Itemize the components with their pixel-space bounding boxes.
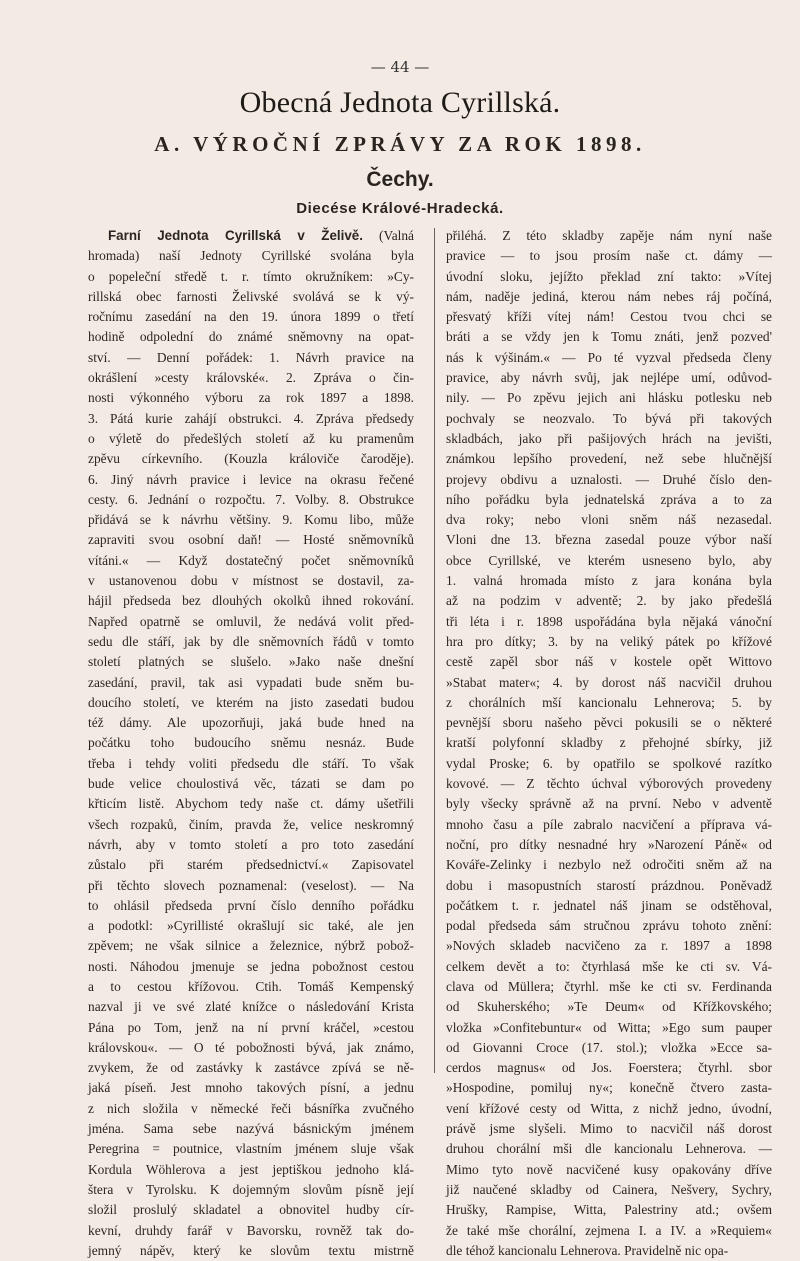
text-line: z nich složila v německé řeči básnířka zvučného [88,1100,414,1116]
text-line: pravice, aby návrh svůj, jak nejlépe umí, odůvod- [446,370,772,386]
text-line: »Nových skladeb nacvičeno za r. 1897 a 1898 [446,938,772,954]
text-line: obce Cyrillské, ve kterém usneseno bylo, aby [446,552,772,568]
text-line: kovové. — Z těchto úchval výborových provedeny [446,776,772,792]
text-line: nily. — Po zpěvu jejich ani hlásku potlesku neb [446,390,772,406]
text-line: tři léta i r. 1898 uspořádána byla nějaká vánoční [446,613,772,629]
text-line: kevní, druhdy farář v Bavorsku, rovněž tak do- [88,1222,414,1238]
text-line: hájil předseda bez dlouhých okolků ihned rokování. [88,593,414,609]
text-line: bráti a se vždy jen k Tomu znáti, jenž pozved' [446,329,772,345]
text-line: zasedání, pravil, tak asi vypadati bude sněm bu- [88,674,414,690]
diocese-heading: Diecése Králové-Hradecká. [296,200,504,217]
text-line: dle téhož kancionalu Lehnerova. Pravidelně nic opa- [446,1242,729,1258]
text-line: Hrušky, Rampise, Witta, Palestriny atd.; ovšem [446,1202,772,1218]
text-line: kratší polyfonní skladby z přehojné sbírky, již [446,735,772,751]
text-line: zpěvem; ne však silnice a železnice, nýbrž pobož- [88,938,414,954]
text-line: o popeleční středě t. r. tímto okružníkem: »Cy- [88,268,414,284]
text-line: všech rozpaků, činím, pravda že, velice neskromný [88,816,414,832]
text-line: dobu i masopustních starostí prázdnou. Poněvadž [446,877,772,893]
text-line: celkem devět a to: čtyrhlasá mše ke cti sv. Vá- [446,958,772,974]
text-line: byly všecky správně až na první. Nebo v adventě [446,796,772,812]
text-line: podal předseda sám stručnou zprávu tohoto znění: [446,918,772,934]
text-line: projevy obdivu a uznalosti. — Druhé číslo den- [446,471,772,487]
left-column [88,226,414,1261]
text-line: úvodní sloku, jejížto překlad zní takto: »Vítej [446,268,772,284]
text-line: od Giovanni Croce (17. stol.); vložka »Ecce sa- [446,1039,772,1055]
text-line: o výletě do předešlých století až ku pramenům [88,430,414,446]
text-line: Peregrina = poutnice, vlastním jménem sluje však [88,1141,414,1157]
text-line: a to cestou křížovou. Ctih. Tomáš Kempenský [88,978,414,994]
text-line: přidává se k návrhu většiny. 9. Komu libo, může [88,512,414,528]
text-line: okrášlení »cesty královské«. 2. Zpráva o čin- [88,370,414,386]
text-line: Kováře-Zelinky i nezbylo než odročiti sněm až na [446,857,772,873]
text-line: právě jsme slyšeli. Mimo to nacvičil náš dorost [446,1121,772,1137]
text-line: vítáni.« — Když dostatečný počet sněmovníků [88,552,414,568]
text-line: vení křížové cesty od Witta, z nichž jedno, úvodní, [446,1100,772,1116]
page-title: Obecná Jednota Cyrillská. [239,86,561,119]
text-line: Kordula Wöhlerova a jest jeptiškou jednoho klá- [88,1161,414,1177]
text-line: zapraviti svou osobní daň! — Hosté sněmovníků [88,532,414,548]
text-line: vložka »Confitebuntur« od Witta; »Ego sum pauper [446,1019,772,1035]
text-line: ství. — Denní pořádek: 1. Návrh pravice na [88,349,414,365]
text-line: pochvaly se neozvalo. To bývá při takových [446,410,772,426]
text-line: vydal Proske; 6. by opatřilo se spolkové razítko [446,755,772,771]
text-line: královskou«. — O té pobožnosti bývá, jak známo, [88,1039,414,1055]
text-line: dva roky; nebo vloni sněm náš nezasedal. [446,512,772,528]
text-line: složil proslulý skladatel a obnovitel hudby cír- [88,1202,414,1218]
text-line: návrh, aby v tomto století a pro toto zasedání [88,836,414,852]
text-line: již naučené skladby od Cainera, Nešvery, Sychry, [446,1181,772,1197]
text-line: Pána po Tom, jenž na ní první kráčel, »cestou [88,1019,414,1035]
text-line: ročnímu zasedání na den 19. února 1899 o třetí [88,309,414,325]
text-line: štera v Tyrolsku. K dojemným slovům písně její [88,1181,414,1197]
text-line: Vloni dne 13. března zasedal pouze výbor naší [446,532,772,548]
text-line: hromada) naší Jednoty Cyrillské svolána byla [88,248,414,264]
text-line: přesvatý kříži vítej nám! Cestou tvou chci se [446,309,772,325]
text-line: druhou chorální mši dle kancionalu Lehnerova. — [446,1141,772,1157]
text-line: noční, pro dítky nesnadné hry »Narození Páně« od [446,836,772,852]
text-line: »Hospodine, pomiluj ny«; konečně čtvero zasta- [446,1080,772,1096]
text-line: zůstalo při starém předsednictví.« Zapisovatel [88,857,414,873]
text-line: rillská obec farnosti Želivské svolává se k vý- [88,288,414,304]
text-line: zpěvu církevního. (Kouzla královiče čaroděje). [88,451,414,467]
text-line: pravice — to jsou prosím naše ct. dámy — [446,248,772,264]
text-line: století platných se slušelo. »Jako naše dnešní [88,654,414,670]
text-line: křticím listě. Abychom tedy naše ct. dámy ušetřili [88,796,414,812]
text-line: počátkem t. r. jednatel náš jinam se odstěhoval, [446,897,772,913]
text-line: zvykem, že od zastávky k zastávce zpívá se ně- [88,1060,414,1076]
text-line: hra pro dítky; 3. by na veliký pátek po křížové [446,633,772,649]
text-line: 1. valná hromada místo z jara konána byla [446,573,772,589]
text-line: počátku toho budoucího sněmu nesnáz. Bude [88,735,414,751]
text-line: při těchto slovech poznamenal: (veselost). — Na [88,877,414,893]
text-line: až na podzim v adventě; 2. by jako předešlá [446,593,772,609]
text-line: bude velice choulostivá věc, tázati se dam po [88,776,414,792]
text-line: jemný nápěv, který ke slovům textu mistrně [88,1242,414,1258]
text-span: (Valná [362,228,415,243]
text-line: hodině odpolední do známé sněmovny na opat- [88,329,414,345]
text-line: to ohlásil předseda první číslo denního pořádku [88,897,414,913]
region-heading: Čechy. [366,168,434,191]
text-line: cerdos magnus« od Jos. Foerstera; čtyrhl. sbor [446,1060,772,1076]
text-line: nás k výšinám.« — Po té vyzval předseda členy [446,349,772,365]
article-lead: Farní Jednota Cyrillská v Želivě. [108,228,363,243]
text-line: a podotkl: »Cyrillisté okrašlují sic také, ale jen [88,918,414,934]
text-line: doucího století, ve kterém na jisto zasedati budou [88,694,414,710]
section-heading: A. VÝROČNÍ ZPRÁVY ZA ROK 1898. [154,132,646,156]
text-line: mnoho času a píle zabralo nacvičení a příprava vá- [446,816,772,832]
text-line [88,226,414,246]
text-line: nám, naděje jediná, kterou nám nebes ráj počíná, [446,288,772,304]
text-line: 3. Pátá kurie zahájí obstrukci. 4. Zpráva předsedy [88,410,414,426]
text-line: v ustanovenou dobu v místnost se dostavil, za- [88,573,414,589]
right-column [446,226,772,1261]
text-line: nosti výkonného výboru za rok 1897 a 1898. [88,390,414,406]
text-line: třeba i tehdy voliti předsedu dle stáří. To však [88,755,414,771]
text-line: ního pořádku byla jednatelská zpráva a to za [446,491,772,507]
page-number: — 44 — [370,58,430,76]
text-line: cestě zapěl sbor náš v kostele opět Wittovo [446,654,772,670]
text-line: sedu dle stáří, jak by dle sněmovních řádů v tomto [88,633,414,649]
column-divider [434,228,435,1073]
text-line: že také mše chorální, zejmena I. a IV. a »Requiem« [446,1222,772,1238]
text-line: Mimo tyto nově nacvičené kusy opakovány dříve [446,1161,772,1177]
text-line: přiléhá. Z této skladby zapěje nám nyní naše [446,228,772,243]
text-line: známkou lepšího provedení, než sebe hlučnější [446,451,772,467]
text-line: nosti. Náhodou jmenuje se jedna pobožnost cestou [88,958,414,974]
text-line: cesty. 6. Jednání o rozpočtu. 7. Volby. 8. Obstrukce [88,491,414,507]
text-line: »Stabat mater«; 4. by dorost náš nacvičil druhou [446,674,772,690]
text-line: nazval ji ve své zlaté knížce o následování Krista [88,999,414,1015]
text-line: Napřed opatrně se omluvil, že nedává volit před- [88,613,414,629]
text-line: jaká píseň. Jest mnoho takových písní, a jednu [88,1080,414,1096]
text-line: 6. Jiný návrh pravice i levice na okrasu řečené [88,471,414,487]
text-line: od Skuherského; »Te Deum« od Křížkovského; [446,999,772,1015]
text-line: clava od Müllera; čtyrhl. mše ke cti sv. Ferdinanda [446,978,772,994]
text-line: z chorálních mší kancionalu Lehnerova; 5. by [446,694,772,710]
text-line: též dámy. Ale upozorňuji, jaká bude hned na [88,715,414,731]
text-line: pevnější sboru našeho pěvci pokusili se o některé [446,715,772,731]
text-line: jména. Sama sebe nazývá básnickým jménem [88,1121,414,1137]
text-line: skladbách, jako při pašijových hrách na jevišti, [446,430,772,446]
